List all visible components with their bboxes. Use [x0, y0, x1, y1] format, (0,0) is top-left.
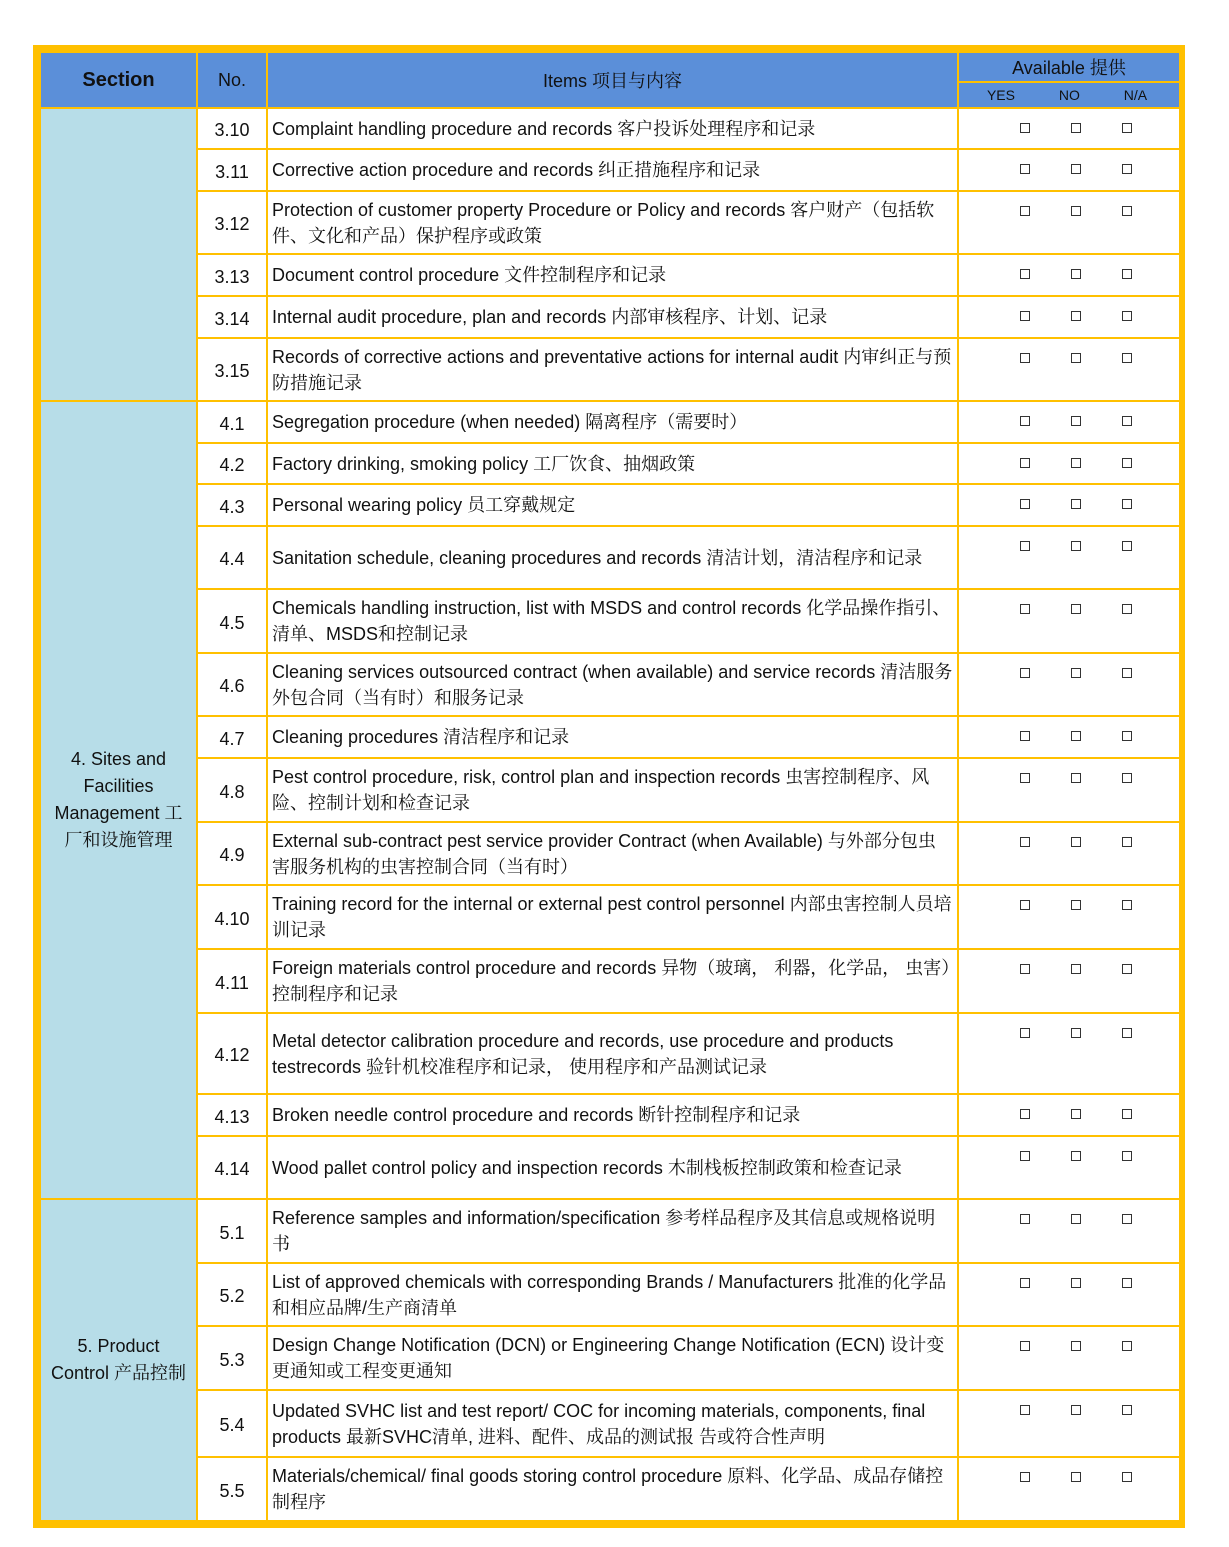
availability-checkboxes — [958, 949, 1180, 1013]
checkbox-yes[interactable] — [1020, 1214, 1030, 1224]
item-text: Wood pallet control policy and inspection records 木制栈板控制政策和检查记录 — [267, 1136, 958, 1199]
availability-checkboxes — [958, 296, 1180, 338]
checkbox-no[interactable] — [1071, 1278, 1081, 1288]
item-text: Training record for the internal or external pest control personnel 内部虫害控制人员培训记录 — [267, 885, 958, 949]
availability-checkboxes — [958, 526, 1180, 589]
item-text: Chemicals handling instruction, list with MSDS and control records 化学品操作指引、清单、MSDS和控制记录 — [267, 589, 958, 653]
item-text: Foreign materials control procedure and records 异物（玻璃， 利器，化学品， 虫害）控制程序和记录 — [267, 949, 958, 1013]
item-number: 4.13 — [197, 1094, 267, 1136]
checkbox-yes[interactable] — [1020, 123, 1030, 133]
table-row — [40, 822, 1180, 885]
header-no-col: NO — [1058, 87, 1080, 103]
checklist-table — [39, 51, 1181, 1522]
checkbox-na[interactable] — [1122, 668, 1132, 678]
checkbox-na[interactable] — [1122, 731, 1132, 741]
checkbox-yes[interactable] — [1020, 353, 1030, 363]
checkbox-no[interactable] — [1071, 668, 1081, 678]
table-row — [40, 338, 1180, 401]
table-row — [40, 484, 1180, 526]
availability-checkboxes — [958, 401, 1180, 443]
checkbox-na[interactable] — [1122, 1341, 1132, 1351]
checkbox-na[interactable] — [1122, 123, 1132, 133]
section-label: 4. Sites and Facilities Management 工厂和设施管理 — [40, 401, 197, 1199]
checkbox-yes[interactable] — [1020, 837, 1030, 847]
table-row — [40, 885, 1180, 949]
availability-checkboxes — [958, 108, 1180, 149]
header-items: Items 项目与内容 — [267, 52, 958, 108]
availability-checkboxes — [958, 1199, 1180, 1263]
availability-checkboxes — [958, 1013, 1180, 1094]
table-row — [40, 1263, 1180, 1326]
checkbox-na[interactable] — [1122, 964, 1132, 974]
table-row — [40, 1457, 1180, 1521]
item-text: Updated SVHC list and test report/ COC for incoming materials, components, final products 最新SVHC清单, 进料、配件、成品的测试报 告或符合性声明 — [267, 1390, 958, 1457]
checkbox-na[interactable] — [1122, 1028, 1132, 1038]
availability-checkboxes — [958, 1457, 1180, 1521]
checkbox-na[interactable] — [1122, 1151, 1132, 1161]
item-number: 4.1 — [197, 401, 267, 443]
checkbox-yes[interactable] — [1020, 1278, 1030, 1288]
item-text: Sanitation schedule, cleaning procedures and records 清洁计划，清洁程序和记录 — [267, 526, 958, 589]
table-row — [40, 401, 1180, 443]
checkbox-yes[interactable] — [1020, 1341, 1030, 1351]
table-row — [40, 758, 1180, 822]
table-row — [40, 1390, 1180, 1457]
checklist-frame — [33, 45, 1185, 1528]
checkbox-no[interactable] — [1071, 164, 1081, 174]
availability-checkboxes — [958, 484, 1180, 526]
table-row — [40, 191, 1180, 254]
table-row — [40, 589, 1180, 653]
availability-checkboxes — [958, 589, 1180, 653]
checkbox-na[interactable] — [1122, 164, 1132, 174]
item-text: Records of corrective actions and preventative actions for internal audit 内审纠正与预防措施记录 — [267, 338, 958, 401]
table-row — [40, 254, 1180, 296]
item-text: Materials/chemical/ final goods storing control procedure 原料、化学品、成品存储控制程序 — [267, 1457, 958, 1521]
availability-checkboxes — [958, 1263, 1180, 1326]
header-yes: YES — [986, 87, 1015, 103]
availability-checkboxes — [958, 443, 1180, 484]
header-available-sub — [958, 82, 1180, 108]
table-row — [40, 1136, 1180, 1199]
checkbox-no[interactable] — [1071, 731, 1081, 741]
item-text: Corrective action procedure and records 纠正措施程序和记录 — [267, 149, 958, 191]
table-row — [40, 653, 1180, 716]
checkbox-yes[interactable] — [1020, 900, 1030, 910]
item-text: Cleaning services outsourced contract (when available) and service records 清洁服务外包合同（当有时）和服务记录 — [267, 653, 958, 716]
checkbox-yes[interactable] — [1020, 458, 1030, 468]
checkbox-yes[interactable] — [1020, 499, 1030, 509]
checkbox-no[interactable] — [1071, 964, 1081, 974]
table-row — [40, 1326, 1180, 1390]
checkbox-na[interactable] — [1122, 1109, 1132, 1119]
checkbox-na[interactable] — [1122, 900, 1132, 910]
item-number: 3.15 — [197, 338, 267, 401]
item-number: 4.10 — [197, 885, 267, 949]
availability-checkboxes — [958, 1390, 1180, 1457]
checkbox-na[interactable] — [1122, 1214, 1132, 1224]
item-number: 4.8 — [197, 758, 267, 822]
checkbox-no[interactable] — [1071, 123, 1081, 133]
table-row — [40, 1199, 1180, 1263]
checkbox-na[interactable] — [1122, 311, 1132, 321]
checkbox-na[interactable] — [1122, 604, 1132, 614]
availability-checkboxes — [958, 1326, 1180, 1390]
checkbox-yes[interactable] — [1020, 668, 1030, 678]
checkbox-yes[interactable] — [1020, 269, 1030, 279]
item-text: External sub-contract pest service provider Contract (when Available) 与外部分包虫害服务机构的虫害控制合同（当有时） — [267, 822, 958, 885]
item-text: List of approved chemicals with corresponding Brands / Manufacturers 批准的化学品和相应品牌/生产商清单 — [267, 1263, 958, 1326]
item-number: 5.1 — [197, 1199, 267, 1263]
checkbox-no[interactable] — [1071, 206, 1081, 216]
item-number: 4.4 — [197, 526, 267, 589]
checkbox-no[interactable] — [1071, 773, 1081, 783]
header-available: Available 提供 — [958, 52, 1180, 82]
checkbox-yes[interactable] — [1020, 541, 1030, 551]
checkbox-na[interactable] — [1122, 269, 1132, 279]
item-number: 4.2 — [197, 443, 267, 484]
item-text: Metal detector calibration procedure and records, use procedure and products testrecords 验针机校准程序和记录， 使用程序和产品测试记录 — [267, 1013, 958, 1094]
checkbox-no[interactable] — [1071, 1405, 1081, 1415]
checkbox-yes[interactable] — [1020, 1472, 1030, 1482]
item-number: 5.3 — [197, 1326, 267, 1390]
item-number: 4.5 — [197, 589, 267, 653]
table-row — [40, 949, 1180, 1013]
availability-checkboxes — [958, 758, 1180, 822]
header-na: N/A — [1123, 87, 1148, 103]
availability-checkboxes — [958, 822, 1180, 885]
checkbox-na[interactable] — [1122, 206, 1132, 216]
checkbox-no[interactable] — [1071, 1341, 1081, 1351]
checkbox-na[interactable] — [1122, 458, 1132, 468]
item-text: Internal audit procedure, plan and records 内部审核程序、计划、记录 — [267, 296, 958, 338]
item-number: 5.4 — [197, 1390, 267, 1457]
checkbox-no[interactable] — [1071, 837, 1081, 847]
item-number: 4.7 — [197, 716, 267, 758]
item-number: 5.5 — [197, 1457, 267, 1521]
table-row — [40, 443, 1180, 484]
item-text: Complaint handling procedure and records 客户投诉处理程序和记录 — [267, 108, 958, 149]
availability-checkboxes — [958, 191, 1180, 254]
checkbox-na[interactable] — [1122, 1278, 1132, 1288]
item-number: 4.9 — [197, 822, 267, 885]
availability-checkboxes — [958, 1136, 1180, 1199]
checkbox-na[interactable] — [1122, 541, 1132, 551]
item-text: Pest control procedure, risk, control plan and inspection records 虫害控制程序、风险、控制计划和检查记录 — [267, 758, 958, 822]
item-number: 4.12 — [197, 1013, 267, 1094]
item-number: 4.6 — [197, 653, 267, 716]
checkbox-no[interactable] — [1071, 311, 1081, 321]
item-text: Cleaning procedures 清洁程序和记录 — [267, 716, 958, 758]
checkbox-no[interactable] — [1071, 604, 1081, 614]
checkbox-yes[interactable] — [1020, 964, 1030, 974]
item-text: Factory drinking, smoking policy 工厂饮食、抽烟政策 — [267, 443, 958, 484]
checkbox-no[interactable] — [1071, 499, 1081, 509]
checkbox-no[interactable] — [1071, 458, 1081, 468]
checkbox-yes[interactable] — [1020, 164, 1030, 174]
availability-checkboxes — [958, 653, 1180, 716]
availability-checkboxes — [958, 716, 1180, 758]
checkbox-na[interactable] — [1122, 353, 1132, 363]
item-number: 3.11 — [197, 149, 267, 191]
item-text: Design Change Notification (DCN) or Engineering Change Notification (ECN) 设计变更通知或工程变更通知 — [267, 1326, 958, 1390]
availability-checkboxes — [958, 149, 1180, 191]
item-text: Segregation procedure (when needed) 隔离程序（需要时） — [267, 401, 958, 443]
item-number: 4.3 — [197, 484, 267, 526]
checklist-body — [40, 108, 1180, 1521]
item-text: Reference samples and information/specification 参考样品程序及其信息或规格说明书 — [267, 1199, 958, 1263]
checkbox-no[interactable] — [1071, 1109, 1081, 1119]
checkbox-yes[interactable] — [1020, 1151, 1030, 1161]
table-row — [40, 1013, 1180, 1094]
checkbox-na[interactable] — [1122, 1405, 1132, 1415]
checkbox-no[interactable] — [1071, 353, 1081, 363]
item-number: 3.13 — [197, 254, 267, 296]
table-row — [40, 716, 1180, 758]
checkbox-yes[interactable] — [1020, 604, 1030, 614]
table-row — [40, 296, 1180, 338]
item-text: Broken needle control procedure and records 断针控制程序和记录 — [267, 1094, 958, 1136]
table-row — [40, 526, 1180, 589]
checkbox-na[interactable] — [1122, 837, 1132, 847]
checkbox-yes[interactable] — [1020, 1405, 1030, 1415]
checkbox-no[interactable] — [1071, 1472, 1081, 1482]
checkbox-no[interactable] — [1071, 416, 1081, 426]
table-row — [40, 149, 1180, 191]
checkbox-na[interactable] — [1122, 1472, 1132, 1482]
checkbox-na[interactable] — [1122, 773, 1132, 783]
checkbox-na[interactable] — [1122, 416, 1132, 426]
checkbox-na[interactable] — [1122, 499, 1132, 509]
item-text: Protection of customer property Procedure or Policy and records 客户财产（包括软件、文化和产品）保护程序或政策 — [267, 191, 958, 254]
item-number: 3.12 — [197, 191, 267, 254]
checkbox-no[interactable] — [1071, 900, 1081, 910]
table-row — [40, 108, 1180, 149]
item-number: 5.2 — [197, 1263, 267, 1326]
checkbox-yes[interactable] — [1020, 773, 1030, 783]
header-no: No. — [197, 52, 267, 108]
availability-checkboxes — [958, 254, 1180, 296]
table-row — [40, 1094, 1180, 1136]
checkbox-yes[interactable] — [1020, 206, 1030, 216]
checkbox-no[interactable] — [1071, 1151, 1081, 1161]
item-number: 3.14 — [197, 296, 267, 338]
item-number: 4.14 — [197, 1136, 267, 1199]
item-number: 4.11 — [197, 949, 267, 1013]
section-label: 5. Product Control 产品控制 — [40, 1199, 197, 1521]
checkbox-yes[interactable] — [1020, 731, 1030, 741]
checkbox-no[interactable] — [1071, 1214, 1081, 1224]
header-section: Section — [40, 52, 197, 108]
checkbox-yes[interactable] — [1020, 311, 1030, 321]
checkbox-no[interactable] — [1071, 541, 1081, 551]
section-label — [40, 108, 197, 401]
item-text: Personal wearing policy 员工穿戴规定 — [267, 484, 958, 526]
checkbox-no[interactable] — [1071, 269, 1081, 279]
checkbox-yes[interactable] — [1020, 1109, 1030, 1119]
checkbox-no[interactable] — [1071, 1028, 1081, 1038]
item-number: 3.10 — [197, 108, 267, 149]
checkbox-yes[interactable] — [1020, 1028, 1030, 1038]
availability-checkboxes — [958, 885, 1180, 949]
availability-checkboxes — [958, 338, 1180, 401]
checkbox-yes[interactable] — [1020, 416, 1030, 426]
availability-checkboxes — [958, 1094, 1180, 1136]
item-text: Document control procedure 文件控制程序和记录 — [267, 254, 958, 296]
